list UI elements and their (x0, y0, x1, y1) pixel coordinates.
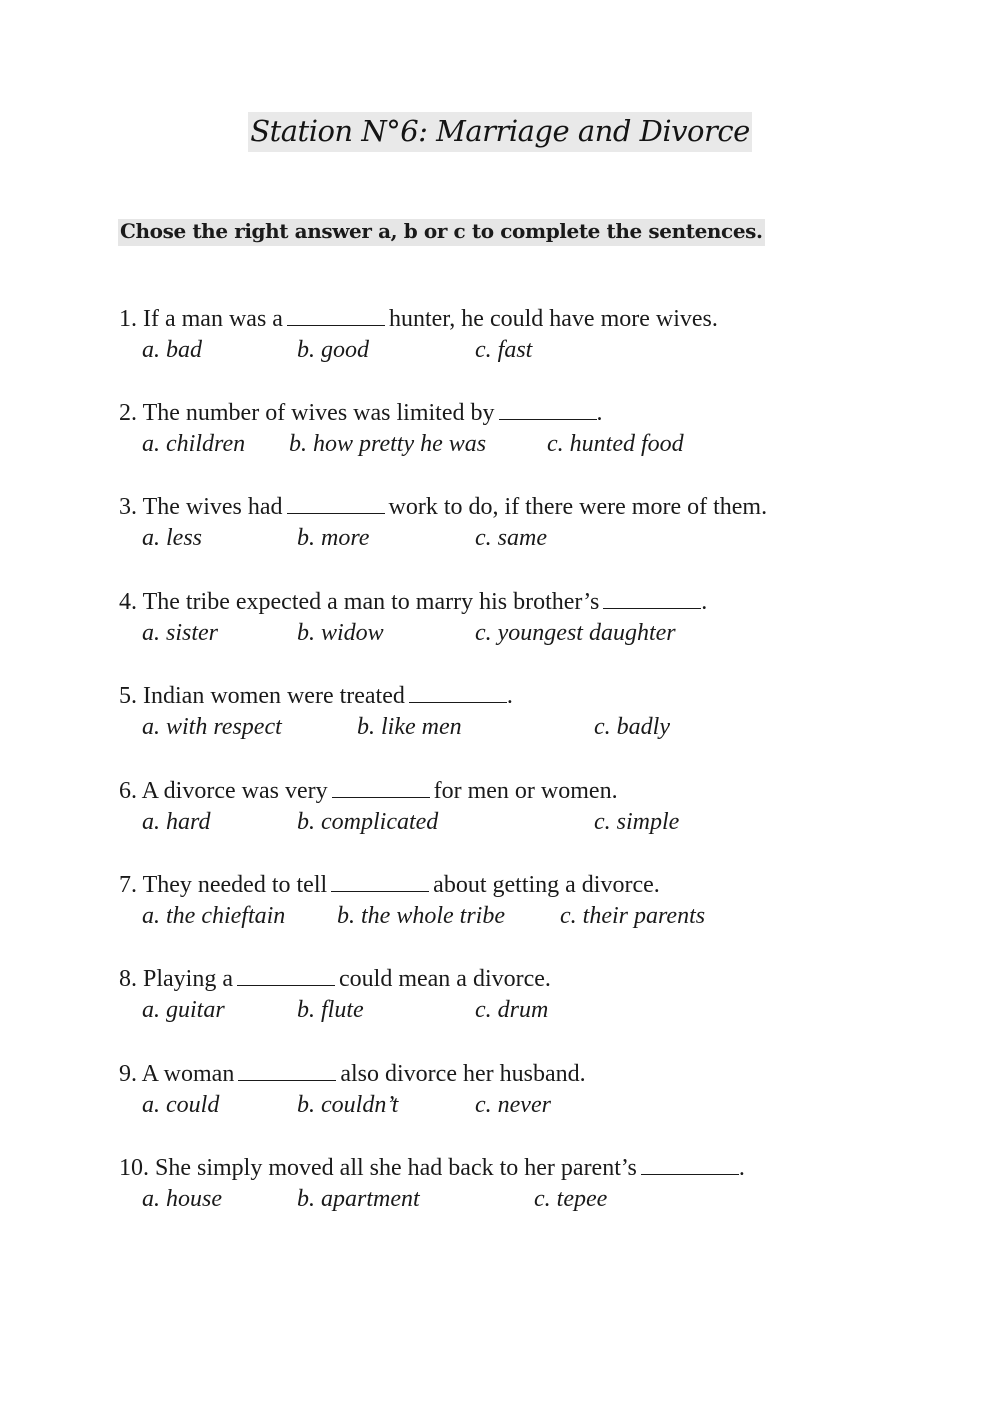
option-a[interactable]: a. house (142, 1186, 222, 1212)
page-title: Station N°6: Marriage and Divorce (248, 112, 752, 152)
question-text-before: 1. If a man was a (119, 306, 283, 332)
option-c[interactable]: c. drum (475, 997, 549, 1023)
answer-blank (331, 871, 429, 892)
question-text-before: 7. They needed to tell (119, 872, 328, 898)
options-row (119, 428, 979, 460)
question-text (119, 681, 979, 711)
option-c[interactable]: c. badly (594, 714, 670, 740)
question-text-after: . (738, 1155, 745, 1181)
question-text-before: 5. Indian women were treated (119, 683, 405, 709)
options-row (119, 711, 979, 743)
answer-blank (409, 682, 507, 703)
option-b[interactable]: b. complicated (297, 809, 439, 835)
question-text-after: for men or women. (433, 778, 618, 804)
options-row (119, 522, 979, 554)
answer-blank (287, 305, 385, 326)
options-row (119, 1089, 979, 1121)
option-c[interactable]: c. simple (594, 809, 680, 835)
options-row (119, 900, 979, 932)
option-c[interactable]: c. their parents (560, 903, 706, 929)
question-text-after: also divorce her husband. (340, 1061, 586, 1087)
answer-blank (237, 965, 335, 986)
option-a[interactable]: a. hard (142, 809, 211, 835)
question-text (119, 776, 979, 806)
option-a[interactable]: a. the chieftain (142, 903, 286, 929)
question-text-before: 3. The wives had (119, 494, 283, 520)
option-c[interactable]: c. same (475, 525, 547, 551)
options-row (119, 994, 979, 1026)
option-c[interactable]: c. hunted food (547, 431, 684, 457)
question-text-before: 6. A divorce was very (119, 778, 328, 804)
question-text (119, 1059, 979, 1089)
question-1 (119, 304, 979, 366)
question-text (119, 964, 979, 994)
answer-blank (332, 777, 430, 798)
question-5 (119, 681, 979, 743)
option-c[interactable]: c. youngest daughter (475, 620, 676, 646)
question-text-after: . (596, 400, 603, 426)
question-6 (119, 776, 979, 838)
answer-blank (499, 399, 597, 420)
option-a[interactable]: a. guitar (142, 997, 225, 1023)
option-a[interactable]: a. with respect (142, 714, 282, 740)
option-a[interactable]: a. children (142, 431, 246, 457)
question-text (119, 870, 979, 900)
question-text (119, 398, 979, 428)
question-text-before: 8. Playing a (119, 966, 233, 992)
answer-blank (238, 1060, 336, 1081)
option-b[interactable]: b. couldn’t (297, 1092, 399, 1118)
option-c[interactable]: c. fast (475, 337, 533, 363)
question-text (119, 492, 979, 522)
question-text-after: . (701, 589, 708, 615)
option-b[interactable]: b. apartment (297, 1186, 420, 1212)
option-b[interactable]: b. more (297, 525, 370, 551)
option-b[interactable]: b. good (297, 337, 369, 363)
question-10 (119, 1153, 979, 1215)
options-row (119, 334, 979, 366)
option-c[interactable]: c. tepee (534, 1186, 608, 1212)
option-a[interactable]: a. could (142, 1092, 220, 1118)
option-b[interactable]: b. how pretty he was (289, 431, 487, 457)
question-text-after: could mean a divorce. (339, 966, 551, 992)
option-b[interactable]: b. like men (357, 714, 462, 740)
instructions: Chose the right answer a, b or c to complete the sentences. (118, 219, 765, 246)
question-2 (119, 398, 979, 460)
question-text (119, 1153, 979, 1183)
question-3 (119, 492, 979, 554)
question-text-after: about getting a divorce. (433, 872, 660, 898)
question-text-after: hunter, he could have more wives. (388, 306, 718, 332)
question-text (119, 304, 979, 334)
option-b[interactable]: b. widow (297, 620, 384, 646)
options-row (119, 806, 979, 838)
question-text (119, 587, 979, 617)
question-text-before: 9. A woman (119, 1061, 235, 1087)
question-4 (119, 587, 979, 649)
question-8 (119, 964, 979, 1026)
question-text-before: 10. She simply moved all she had back to her parent’s (119, 1155, 637, 1181)
options-row (119, 1183, 979, 1215)
option-a[interactable]: a. bad (142, 337, 202, 363)
question-text-before: 4. The tribe expected a man to marry his brother’s (119, 589, 600, 615)
answer-blank (603, 588, 701, 609)
answer-blank (287, 493, 385, 514)
title-container (0, 112, 1000, 152)
question-text-after: . (506, 683, 513, 709)
options-row (119, 617, 979, 649)
question-9 (119, 1059, 979, 1121)
option-a[interactable]: a. less (142, 525, 202, 551)
option-a[interactable]: a. sister (142, 620, 219, 646)
option-b[interactable]: b. flute (297, 997, 364, 1023)
option-c[interactable]: c. never (475, 1092, 551, 1118)
answer-blank (641, 1154, 739, 1175)
option-b[interactable]: b. the whole tribe (337, 903, 505, 929)
question-7 (119, 870, 979, 932)
question-text-after: work to do, if there were more of them. (388, 494, 768, 520)
question-text-before: 2. The number of wives was limited by (119, 400, 495, 426)
